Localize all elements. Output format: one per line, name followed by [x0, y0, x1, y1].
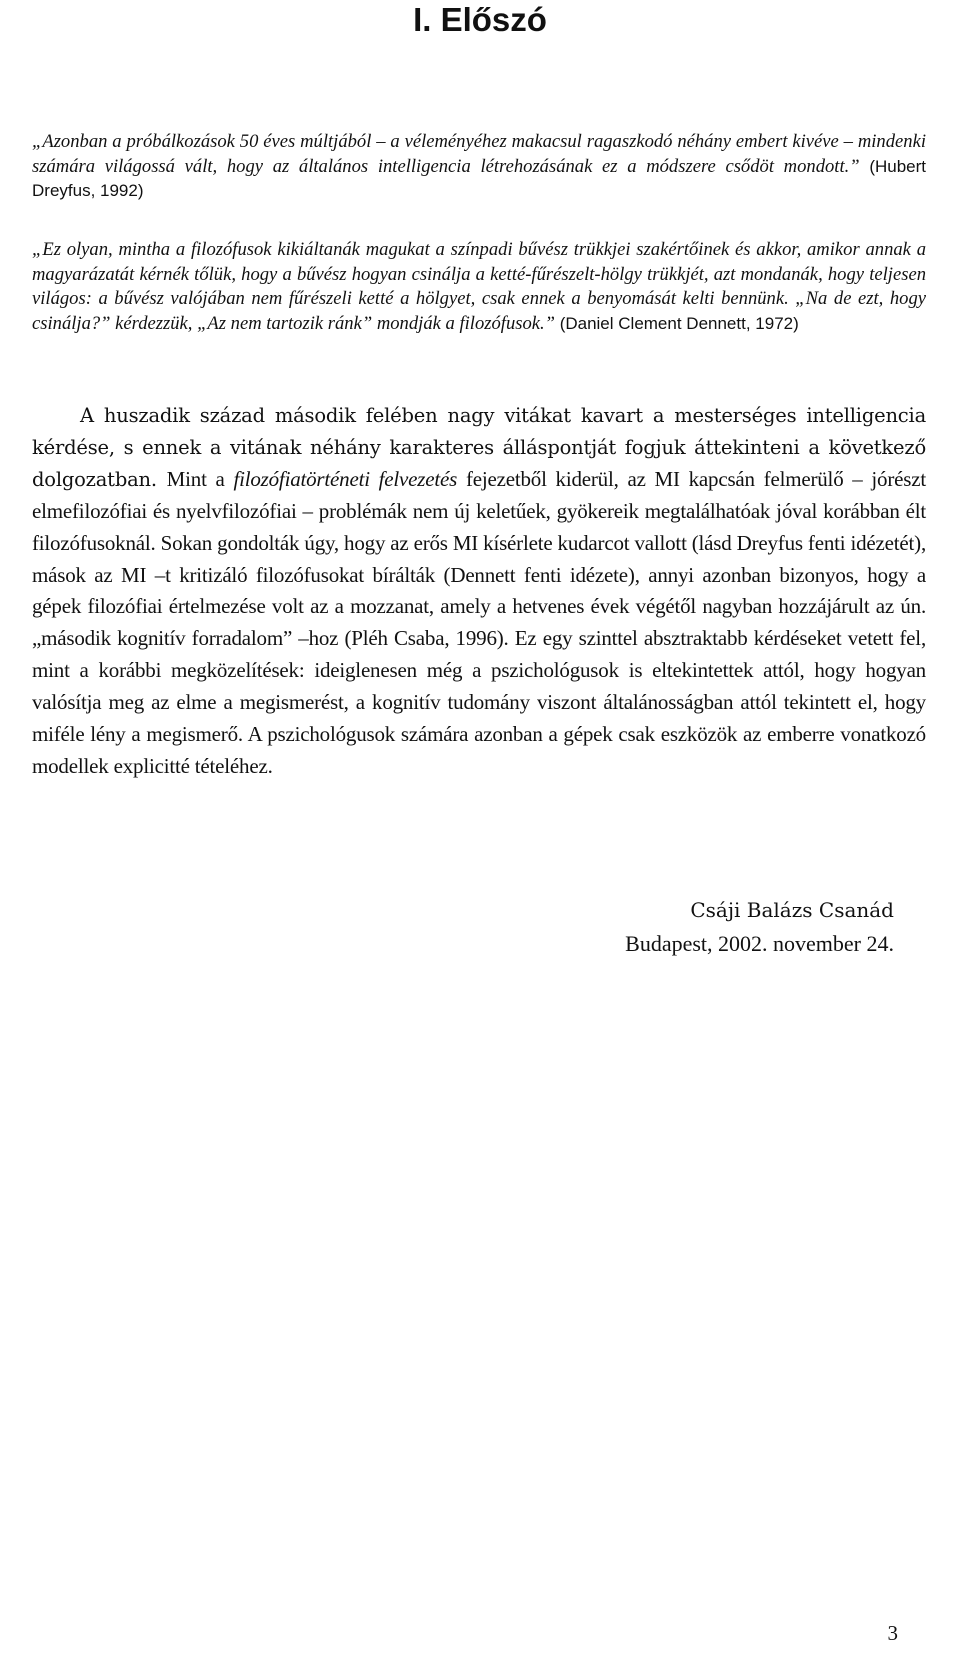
epigraph-quote [32, 238, 926, 336]
page-number: 3 [887, 1621, 898, 1645]
body-paragraph [32, 400, 926, 783]
quote-source: (Daniel Clement Dennett, 1972) [559, 313, 799, 333]
body-text-part: fejezetből kiderül, az MI kapcsán felmerülő – jórészt elmefilozófiai és nyelvfilozófiai – problémák nem új keletűek, gyökereik megtalálhatóak jóval korábban élt filozófusoknál. Sokan gondolták úgy, hogy az erős MI kísérlete kudarcot vallott (lásd Dreyfus fenti idézetét), mások az MI –t kritizáló filozófusokat bírálták (Dennett fenti idézete), annyi azonban bizonyos, hogy a gépek filozófiai értelmezése volt az a mozzanat, amely a hetvenes évek végétől nagyban hozzájárult az ún. „második kognitív forradalom” –hoz (Pléh Csaba, 1996). Ez egy szinttel absztraktabb kérdéseket vetett fel, mint a korábbi megközelítések: ideiglenesen még a pszichológusok is eltekintettek attól, hogy hogyan valósítja meg az elme a megismerést, a kognitív tudomány viszont általánosságban attól tekintett el, hogy miféle lény a megismerő. A pszichológusok számára azonban a gépek csak eszközök az emberre vonatkozó modellek explicitté tételéhez. [32, 466, 927, 778]
body-text-part: A huszadik század második felében nagy vitákat kavart a mesterséges intelligencia kérdése, s ennek a vitának néhány karakteres álláspontját fogjuk áttekinteni a következő dolgozatban. [32, 404, 926, 491]
signature-block [625, 893, 894, 961]
body-text-part: Mint a [166, 466, 234, 491]
quote-source: (Hubert Dreyfus, 1992) [32, 156, 926, 200]
place-date: Budapest, 2002. november 24. [625, 931, 894, 956]
quote-text: „Azonban a próbálkozások 50 éves múltjából – a véleményéhez makacsul ragaszkodó néhány embert kivéve – mindenki számára világossá vált, hogy az általános intelligencia létrehozásának ez a módszere csődöt mondott.” [32, 131, 926, 177]
author-name: Csáji Balázs Csanád [690, 898, 894, 922]
chapter-title: I. Előszó [413, 1, 547, 38]
epigraph-quote [32, 130, 926, 204]
emphasized-phrase: filozófiatörténeti felvezetés [233, 466, 458, 491]
quote-text: „Ez olyan, mintha a filozófusok kikiáltanák magukat a színpadi bűvész trükkjei szakértőinek és akkor, amikor annak a magyarázatát kérnék tőlük, hogy a bűvész hogyan csinálja a ketté-fűrészelt-hölgy trükkjét, azt mondanák, hogy teljesen világos: a bűvész valójában nem fűrészeli ketté a hölgyet, csak ennek a benyomását kelti bennünk. „Na de ezt, hogy csinálja?” kérdezzük, „Az nem tartozik ránk” mondják a filozófusok.” [32, 239, 926, 334]
